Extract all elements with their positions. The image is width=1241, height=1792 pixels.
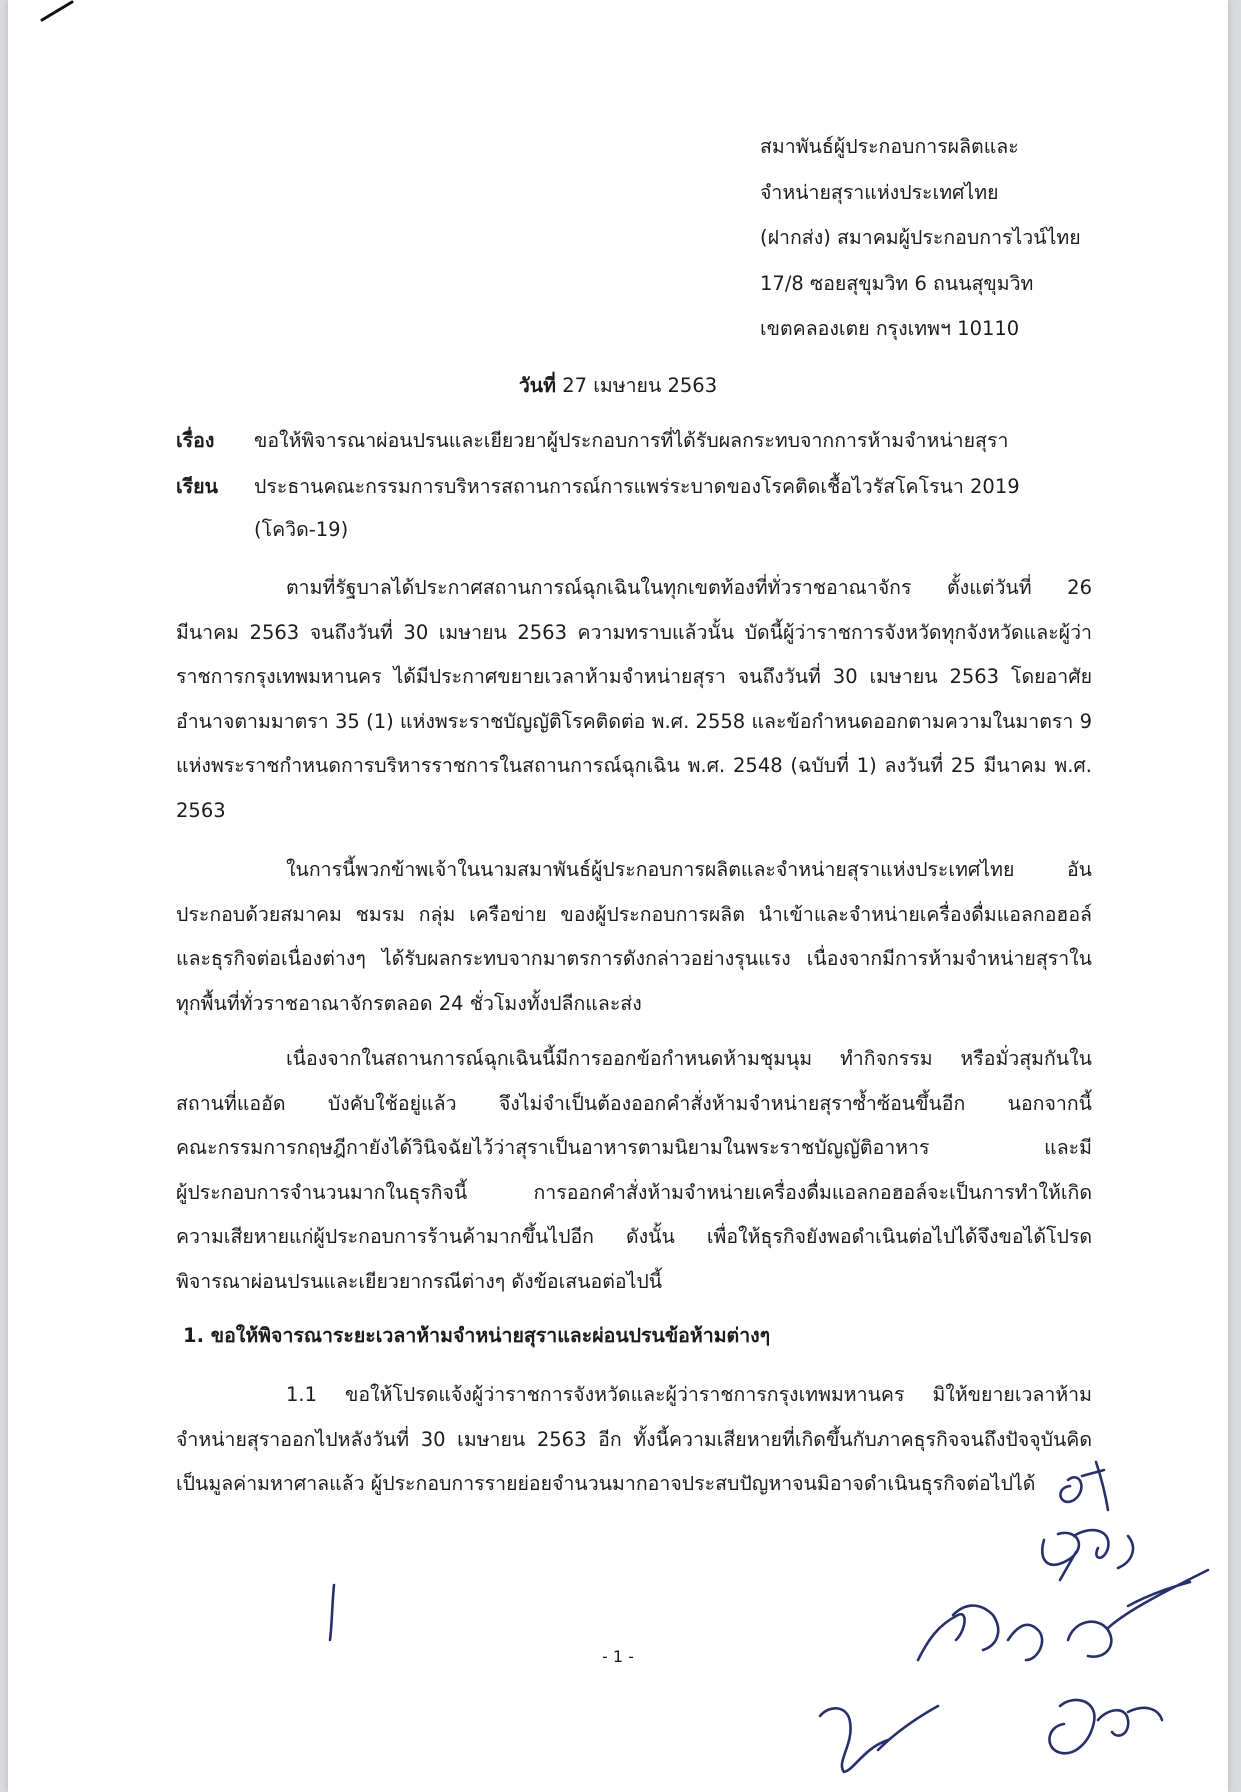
- paragraph-line: ราชการกรุงเทพมหานคร ได้มีประกาศขยายเวลาห้ามจำหน่ายสุรา จนถึงวันที่ 30 เมษายน 2563 โดยอาศัย: [176, 665, 1092, 688]
- paragraph-line: ตามที่รัฐบาลได้ประกาศสถานการณ์ฉุกเฉินในทุกเขตท้องที่ทั่วราชอาณาจักร ตั้งแต่วันที่ 26: [286, 576, 1092, 599]
- sender-line: สมาพันธ์ผู้ประกอบการผลิตและ: [760, 135, 1019, 158]
- subject-label: เรื่อง: [176, 429, 215, 452]
- page-number: - 1 -: [602, 1647, 634, 1666]
- letter-page: [8, 0, 1228, 1792]
- paragraph-line: และธุรกิจต่อเนื่องต่างๆ ได้รับผลกระทบจากมาตรการดังกล่าวอย่างรุนแรง เนื่องจากมีการห้ามจำหน่ายสุราใน: [176, 947, 1092, 970]
- signature-initial-3: [1068, 1570, 1208, 1657]
- paragraph-line: แห่งพระราชกำหนดการบริหารราชการในสถานการณ์ฉุกเฉิน พ.ศ. 2548 (ฉบับที่ 1) ลงวันที่ 25 มีนาคม พ.ศ.: [176, 754, 1092, 777]
- signature-initial-2: [1042, 1530, 1133, 1580]
- paragraph-line: พิจารณาผ่อนปรนและเยียวยากรณีต่างๆ ดังข้อเสนอต่อไปนี้: [176, 1269, 663, 1293]
- recipient-label: เรียน: [176, 475, 218, 498]
- paragraph-line: จำหน่ายสุราออกไปหลังวันที่ 30 เมษายน 2563 อีก ทั้งนี้ความเสียหายที่เกิดขึ้นกับภาคธุรกิจจนถึงปัจจุบันคิด: [176, 1427, 1092, 1451]
- section-heading: 1. ขอให้พิจารณาระยะเวลาห้ามจำหน่ายสุราและผ่อนปรนข้อห้ามต่างๆ: [183, 1324, 771, 1347]
- paragraph-line: เป็นมูลค่ามหาศาลแล้ว ผู้ประกอบการรายย่อยจำนวนมากอาจประสบปัญหาจนมิอาจดำเนินธุรกิจต่อไปได้: [176, 1472, 1036, 1495]
- signature-lower-1: [820, 1706, 938, 1772]
- margin-stroke: [330, 1585, 334, 1640]
- paragraph-line: ความเสียหายแก่ผู้ประกอบการร้านค้ามากขึ้นไปอีก ดังนั้น เพื่อให้ธุรกิจยังพอดำเนินต่อไปได้จึงขอได้โปรด: [176, 1225, 1092, 1248]
- subject-text: ขอให้พิจารณาผ่อนปรนและเยียวยาผู้ประกอบการที่ได้รับผลกระทบจากการห้ามจำหน่ายสุรา: [254, 429, 1009, 452]
- sender-line: เขตคลองเตย กรุงเทพฯ 10110: [760, 317, 1020, 340]
- paragraph-line: เนื่องจากในสถานการณ์ฉุกเฉินนี้มีการออกข้อกำหนดห้ามชุมนุม ทำกิจกรรม หรือมั่วสุมกันใน: [286, 1047, 1092, 1070]
- paragraph-line: ประกอบด้วยสมาคม ชมรม กลุ่ม เครือข่าย ของผู้ประกอบการผลิต นำเข้าและจำหน่ายเครื่องดื่มแอลกอฮอล์: [176, 902, 1092, 926]
- handwritten-signatures: [8, 0, 1228, 1792]
- recipient-text: ประธานคณะกรรมการบริหารสถานการณ์การแพร่ระบาดของโรคติดเชื้อไวรัสโคโรนา 2019: [254, 475, 1020, 498]
- date-label: วันที่: [518, 374, 556, 397]
- paragraph-line: ผู้ประกอบการจำนวนมากในธุรกิจนี้ การออกคำสั่งห้ามจำหน่ายเครื่องดื่มแอลกอฮอล์จะเป็นการทำให้เกิด: [176, 1180, 1092, 1204]
- signature-main: [918, 1606, 1042, 1660]
- paragraph-line: ทุกพื้นที่ทั่วราชอาณาจักรตลอด 24 ชั่วโมงทั้งปลีกและส่ง: [176, 991, 642, 1015]
- paragraph-line: 1.1 ขอให้โปรดแจ้งผู้ว่าราชการจังหวัดและผู้ว่าราชการกรุงเทพมหานคร มิให้ขยายเวลาห้าม: [286, 1383, 1092, 1406]
- sender-line: (ฝากส่ง) สมาคมผู้ประกอบการไวน์ไทย: [760, 226, 1081, 249]
- sender-line: 17/8 ซอยสุขุมวิท 6 ถนนสุขุมวิท: [760, 271, 1034, 295]
- paragraph-line: คณะกรรมการกฤษฎีกายังได้วินิจฉัยไว้ว่าสุราเป็นอาหารตามนิยามในพระราชบัญญัติอาหาร และมี: [176, 1136, 1092, 1159]
- recipient-text: (โควิด-19): [254, 518, 349, 541]
- paragraph-line: 2563: [176, 798, 226, 822]
- paragraph-line: สถานที่แออัด บังคับใช้อยู่แล้ว จึงไม่จำเป็นต้องออกคำสั่งห้ามจำหน่ายสุราซ้ำซ้อนขึ้นอีก นอกจากนี้: [176, 1091, 1092, 1115]
- date-value: 27 เมษายน 2563: [562, 374, 718, 397]
- sender-line: จำหน่ายสุราแห่งประเทศไทย: [760, 180, 999, 204]
- paragraph-line: มีนาคม 2563 จนถึงวันที่ 30 เมษายน 2563 ความทราบแล้วนั้น บัดนี้ผู้ว่าราชการจังหวัดทุกจังหวัดและผู้ว่า: [176, 620, 1092, 644]
- paragraph-line: ในการนี้พวกข้าพเจ้าในนามสมาพันธ์ผู้ประกอบการผลิตและจำหน่ายสุราแห่งประเทศไทย อัน: [286, 858, 1092, 881]
- paragraph-line: อำนาจตามมาตรา 35 (1) แห่งพระราชบัญญัติโรคติดต่อ พ.ศ. 2558 และข้อกำหนดออกตามความในมาตรา 9: [176, 709, 1092, 733]
- signature-initial-1: [1060, 1462, 1108, 1510]
- signature-lower-2: [1049, 1700, 1162, 1753]
